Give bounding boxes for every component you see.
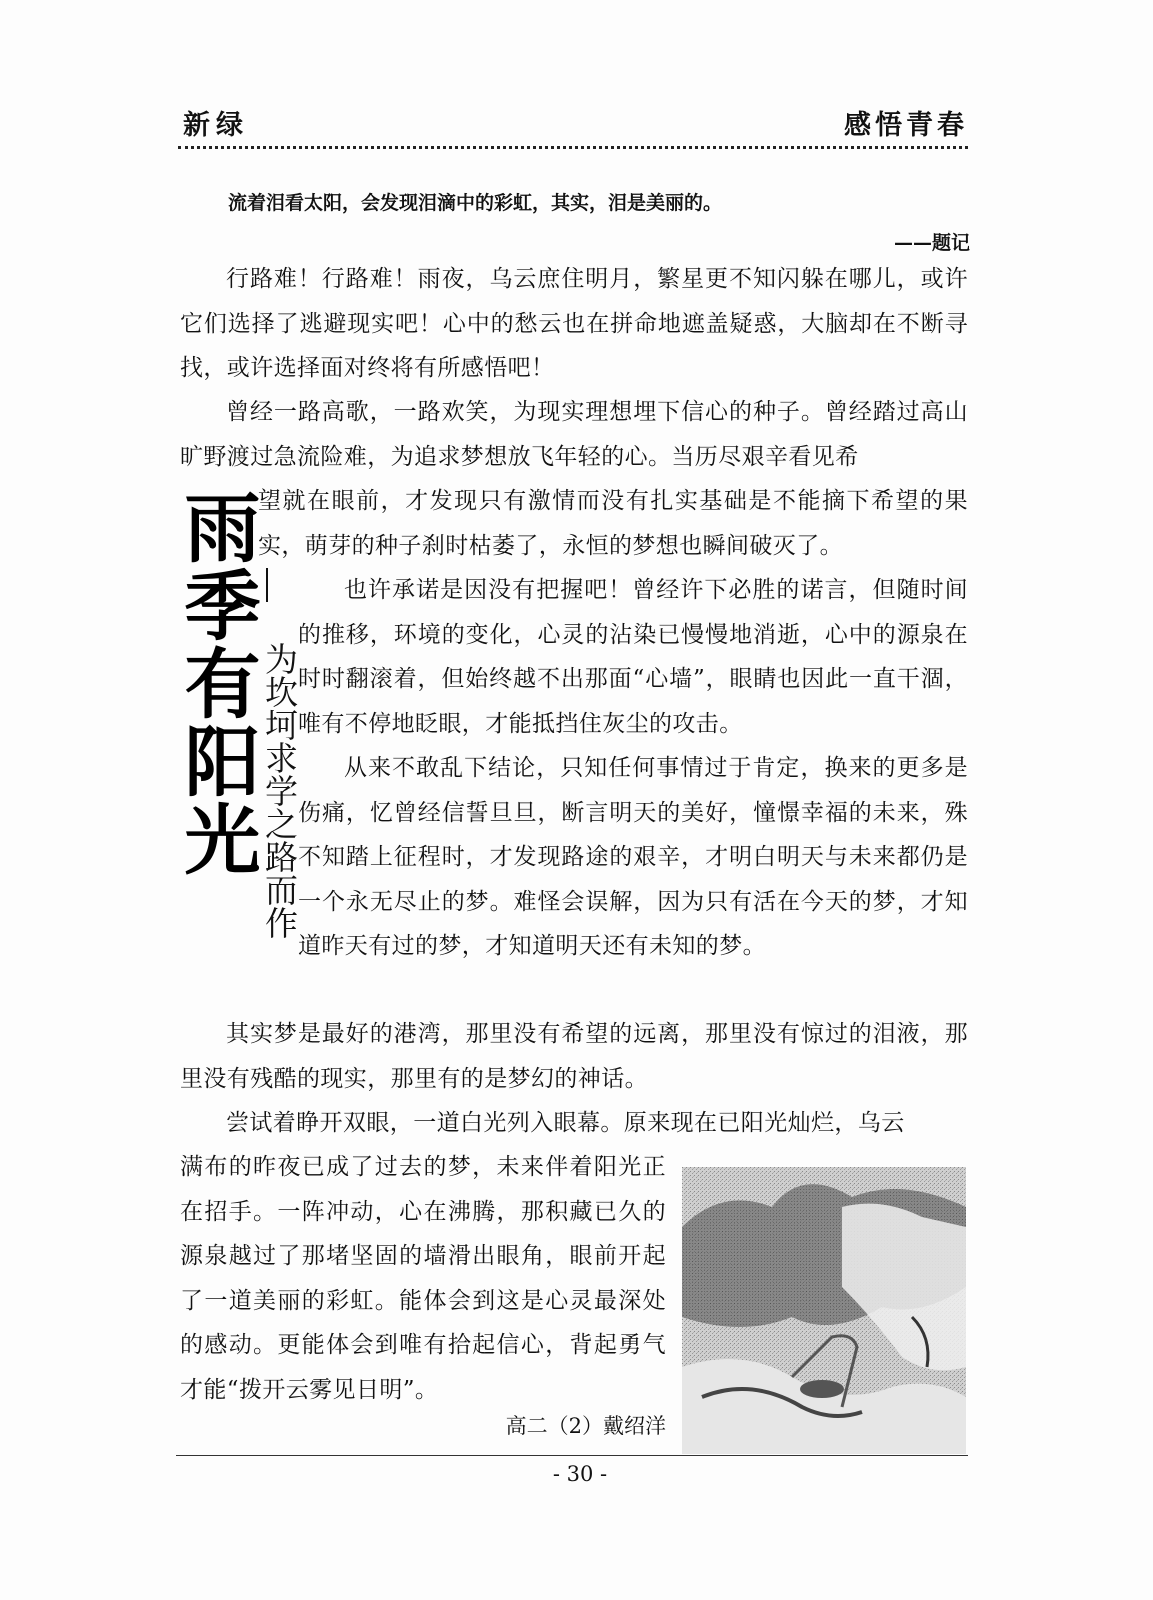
paragraph-3: 也许承诺是因没有把握吧！曾经许下必胜的诺言，但随时间的推移，环境的变化，心灵的沾染已慢慢地消逝，心中的源泉在时时翻滚着，但始终越不出那面“心墙”，眼睛也因此一直干涸，唯有不停地眨眼，才能抵挡住灰尘的攻击。 bbox=[298, 577, 968, 737]
paragraph-2-start: 曾经一路高歌，一路欢笑，为现实理想埋下信心的种子。曾经踏过高山旷野渡过急流险难，为追求梦想放飞年轻的心。当历尽艰辛看见希 bbox=[180, 399, 968, 470]
page-number: - 30 - bbox=[552, 1462, 608, 1486]
article-title: 雨季有阳光 bbox=[172, 488, 261, 878]
paragraph-4: 从来不敢乱下结论，只知任何事情过于肯定，换来的更多是伤痛，忆曾经信誓旦旦，断言明天的美好，憧憬幸福的未来，殊不知踏上征程时，才发现路途的艰辛，才明白明天与未来都仍是一个永无尽止的梦。难怪会误解，因为只有活在今天的梦，才知道昨天有过的梦，才知道明天还有未知的梦。 bbox=[298, 755, 968, 959]
footer-divider bbox=[176, 1455, 968, 1456]
paragraph-6-start: 尝试着睁开双眼，一道白光列入眼幕。原来现在已阳光灿烂，乌云 bbox=[226, 1110, 905, 1136]
paragraph-2-end: 望就在眼前，才发现只有激情而没有扎实基础是不能摘下希望的果实，萌芽的种子刹时枯萎了，永恒的梦想也瞬间破灭了。 bbox=[258, 488, 968, 559]
landscape-photo bbox=[682, 1167, 966, 1454]
epigraph: 流着泪看太阳，会发现泪滴中的彩虹，其实，泪是美丽的。 bbox=[228, 192, 723, 214]
landscape-photo-illustration bbox=[682, 1167, 966, 1454]
header-right-title: 感悟青春 bbox=[844, 110, 968, 141]
paragraph-1: 行路难！行路难！雨夜，乌云庶住明月，繁星更不知闪躲在哪儿，或许它们选择了逃避现实吧！心中的愁云也在拼命地遮盖疑惑，大脑却在不断寻找，或许选择面对终将有所感悟吧！ bbox=[180, 266, 968, 381]
paragraph-5: 其实梦是最好的港湾，那里没有希望的远离，那里没有惊过的泪液，那里没有残酷的现实，那里有的是梦幻的神话。 bbox=[180, 1021, 968, 1092]
epigraph-source: ——题记 bbox=[893, 232, 970, 254]
header-left-title: 新绿 bbox=[183, 110, 249, 141]
author-byline: 高二（2）戴绍洋 bbox=[505, 1414, 666, 1438]
subtitle-dash bbox=[266, 568, 269, 646]
paragraph-6-end: 满布的昨夜已成了过去的梦，未来伴着阳光正在招手。一阵冲动，心在沸腾，那积藏已久的源泉越过了那堵坚固的墙滑出眼角，眼前开起了一道美丽的彩虹。能体会到这是心灵最深处的感动。更能体会到唯有拾起信心，背起勇气才能“拨开云雾见日明”。 bbox=[180, 1154, 666, 1403]
article-subtitle: 为坎坷求学之路而作 bbox=[260, 642, 299, 939]
